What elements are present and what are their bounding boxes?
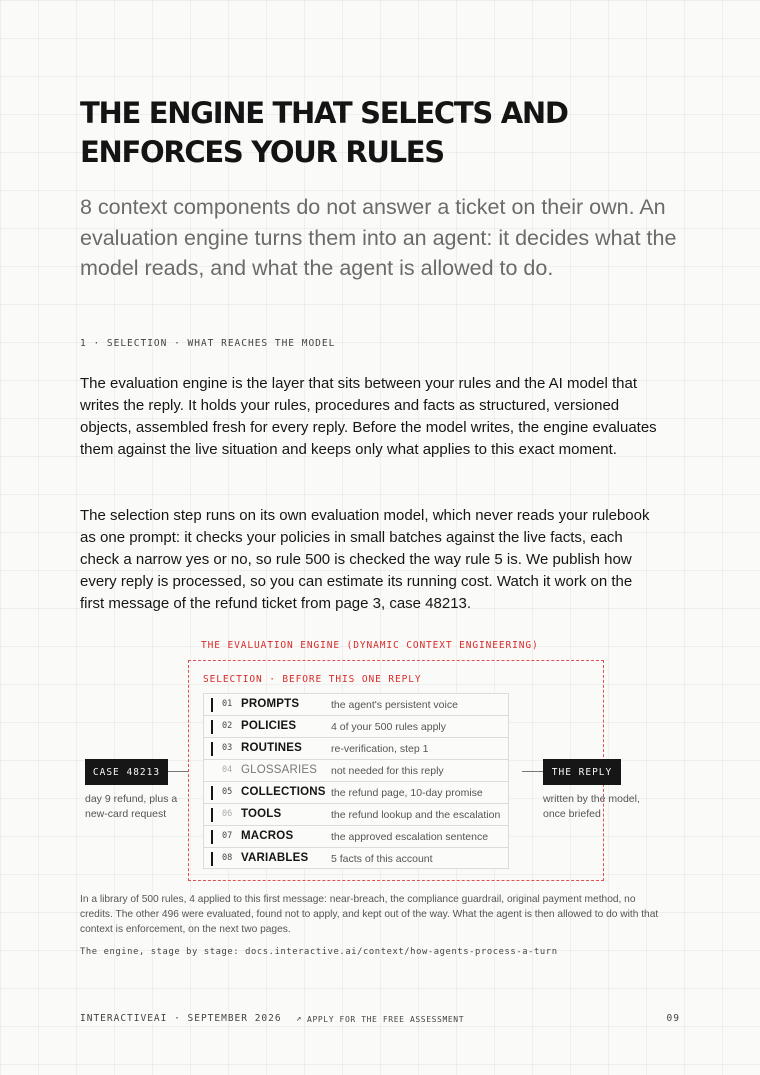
body-paragraph-1: The evaluation engine is the layer that sits between your rules and the AI model that writes the reply. It holds your rules, procedures and facts as structured, versioned objects, assembled fresh for every reply. Before the model writes, the engine evaluates them against the live situation and keeps only what applies to this exact moment. <box>80 375 657 458</box>
section-label: 1 · SELECTION · WHAT REACHES THE MODEL <box>80 338 336 349</box>
component-row-tools <box>203 803 509 825</box>
component-description: the agent's persistent voice <box>331 699 458 711</box>
footer-cta-link[interactable] <box>296 1014 464 1024</box>
active-marker <box>211 808 213 822</box>
component-name: MACROS <box>241 830 294 842</box>
component-description: 5 facts of this account <box>331 853 433 865</box>
component-name: ROUTINES <box>241 742 303 754</box>
footer-publisher: INTERACTIVEAI · SEPTEMBER 2026 <box>80 1013 282 1024</box>
component-description: not needed for this reply <box>331 765 444 777</box>
active-marker <box>211 698 213 712</box>
component-description: the refund lookup and the escalation <box>331 809 501 821</box>
component-name: PROMPTS <box>241 698 300 710</box>
component-number: 01 <box>222 699 233 709</box>
active-marker <box>211 742 213 756</box>
component-number: 08 <box>222 853 233 863</box>
component-description: the refund page, 10-day promise <box>331 787 483 799</box>
lede-paragraph: 8 context components do not answer a ticket on their own. An evaluation engine turns them into an agent: it decides what the model reads, and what the agent is allowed to do. <box>80 195 677 280</box>
page-title <box>80 94 680 172</box>
component-row-prompts <box>203 693 509 715</box>
footer-cta-label: APPLY FOR THE FREE ASSESSMENT <box>307 1014 465 1024</box>
active-marker <box>211 720 213 734</box>
component-description: the approved escalation sentence <box>331 831 489 843</box>
component-number: 04 <box>222 765 233 775</box>
case-tag: CASE 48213 <box>85 759 168 785</box>
body-paragraph-2: The selection step runs on its own evaluation model, which never reads your rulebook as one prompt: it checks your policies in small batches against the live facts, each check a narrow yes or no, so rule 500 is checked the way rule 5 is. We publish how every reply is processed, so you can estimate its running cost. Watch it work on the first message of the refund ticket from page 3, case 48213. <box>80 507 650 612</box>
component-row-collections <box>203 781 509 803</box>
component-row-macros <box>203 825 509 847</box>
reply-note: written by the model, once briefed <box>543 793 640 820</box>
case-note: day 9 refund, plus a new-card request <box>85 793 178 820</box>
active-marker <box>211 830 213 844</box>
active-marker <box>211 852 213 866</box>
connector-line-right <box>522 771 543 772</box>
diagram-caption: In a library of 500 rules, 4 applied to this first message: near-breach, the compliance guardrail, original payment method, no credits. The other 496 were evaluated, found not to apply, and kept out of the way. What the agent is then allowed to do with that context is enforcement, on the next two pages. <box>80 894 659 935</box>
component-list <box>203 693 509 869</box>
component-row-variables <box>203 847 509 869</box>
component-description: re-verification, step 1 <box>331 743 429 755</box>
page <box>80 0 680 1075</box>
page-footer <box>80 1013 680 1027</box>
component-number: 02 <box>222 721 233 731</box>
reply-tag: THE REPLY <box>543 759 621 785</box>
active-marker <box>211 786 213 800</box>
component-name: VARIABLES <box>241 852 309 864</box>
component-name: POLICIES <box>241 720 297 732</box>
page-number: 09 <box>666 1013 680 1024</box>
component-row-policies <box>203 715 509 737</box>
component-number: 03 <box>222 743 233 753</box>
component-name: TOOLS <box>241 808 282 820</box>
arrow-up-right-icon: ↗ <box>296 1014 303 1024</box>
selection-label: SELECTION · BEFORE THIS ONE REPLY <box>203 674 422 685</box>
component-row-glossaries <box>203 759 509 781</box>
component-number: 05 <box>222 787 233 797</box>
component-name: GLOSSARIES <box>241 764 318 776</box>
component-number: 06 <box>222 809 233 819</box>
title-line-1: THE ENGINE THAT SELECTS AND <box>80 96 568 130</box>
component-description: 4 of your 500 rules apply <box>331 721 446 733</box>
title-line-2: ENFORCES YOUR RULES <box>80 135 444 169</box>
component-row-routines <box>203 737 509 759</box>
connector-line-left <box>168 771 188 772</box>
component-name: COLLECTIONS <box>241 786 326 798</box>
docs-link[interactable]: The engine, stage by stage: docs.interactive.ai/context/how-agents-process-a-turn <box>80 947 558 957</box>
engine-label: THE EVALUATION ENGINE (DYNAMIC CONTEXT ENGINEERING) <box>201 640 539 651</box>
component-number: 07 <box>222 831 233 841</box>
